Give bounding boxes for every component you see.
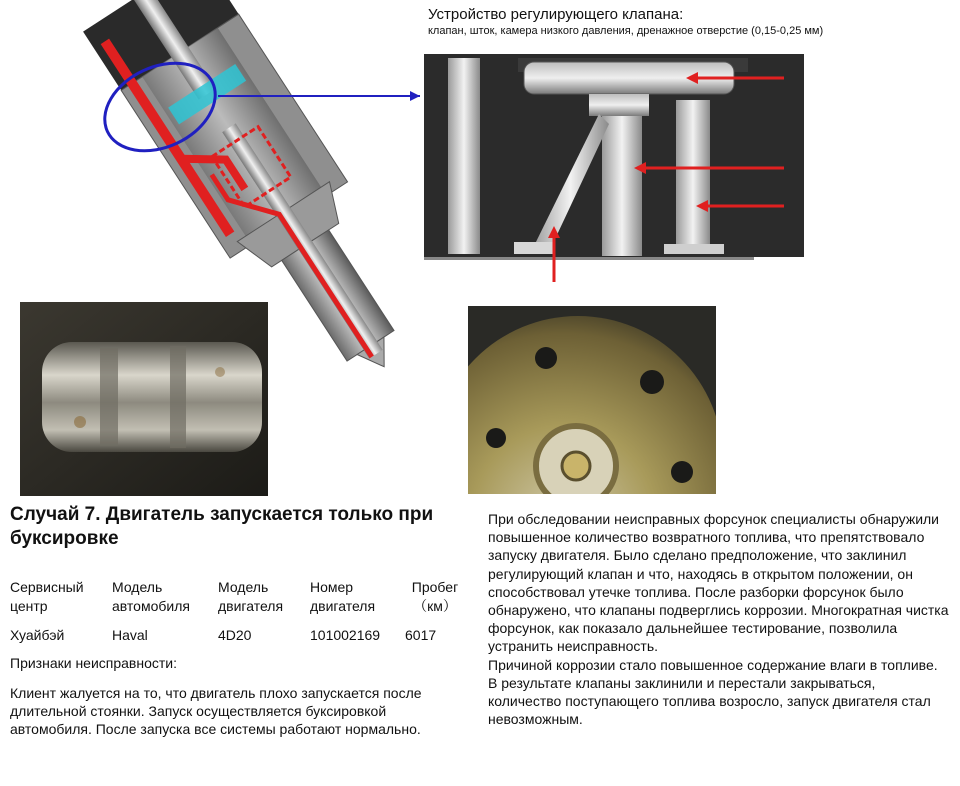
cell-engine-model: 4D20 [218,627,252,643]
vehicle-info-table [10,578,465,645]
analysis-paragraph-1: При обследовании неисправных форсунок специалисты обнаружили повышенное количество возвратного топлива, что препятствовало запуску двигателя. Было сделано предположение, что заклинил регулирующий клапан и что, находясь в открытом положении, он способствовал утечке топлива. После разборки форсунок было обнаружено, что клапаны подверглись коррозии. Многократная чистка форсунок, как показало дальнейшее тестирование, позволила устранить неисправность. [488,511,949,655]
header-text: двигателя [310,598,376,614]
symptoms-label: Признаки неисправности: [10,655,178,671]
symptoms-text: Клиент жалуется на то, что двигатель плохо запускается после длительной стоянки. Запуск осуществляется буксировкой автомобиля. После запуска все системы работают нормально. [10,685,422,737]
header-car-model [112,578,218,626]
valve-diagram-title: Устройство регулирующего клапана: [428,6,684,23]
header-text: двигателя [218,598,284,614]
header-text: центр [10,598,48,614]
header-engine-model [218,578,310,626]
header-service-center [10,578,112,626]
cell-service-center: Хуайбэй [10,627,65,643]
header-text: Модель [218,579,269,595]
header-text: Модель [112,579,163,595]
analysis-paragraph-2: Причиной коррозии стало повышенное содержание влаги в топливе. В результате клапаны заклинили и перестали закрываться, количество поступающего топлива возросло, запуск двигателя стал невозможным. [488,656,938,728]
header-text: （км） [413,598,457,614]
table-header-row [10,578,465,626]
header-mileage [405,578,465,626]
header-engine-number [310,578,405,626]
header-text: Номер [310,579,354,595]
case-title: Случай 7. Двигатель запускается только при буксировке [10,504,434,549]
cell-engine-number: 101002169 [310,627,381,643]
header-text: Сервисный [10,579,84,595]
header-text: автомобиля [112,598,190,614]
cell-car-model: Haval [112,627,148,643]
valve-cross-section-diagram [424,54,804,284]
analysis-text [488,510,950,728]
cell-mileage: 6017 [405,627,437,643]
valve-diagram-subtitle: клапан, шток, камера низкого давления, дренажное отверстие (0,15-0,25 мм) [428,25,824,37]
corroded-valve-seat-photo [468,306,716,494]
corroded-valve-stem-photo [20,302,268,496]
header-text: Пробег [411,579,459,595]
table-row [10,626,465,645]
